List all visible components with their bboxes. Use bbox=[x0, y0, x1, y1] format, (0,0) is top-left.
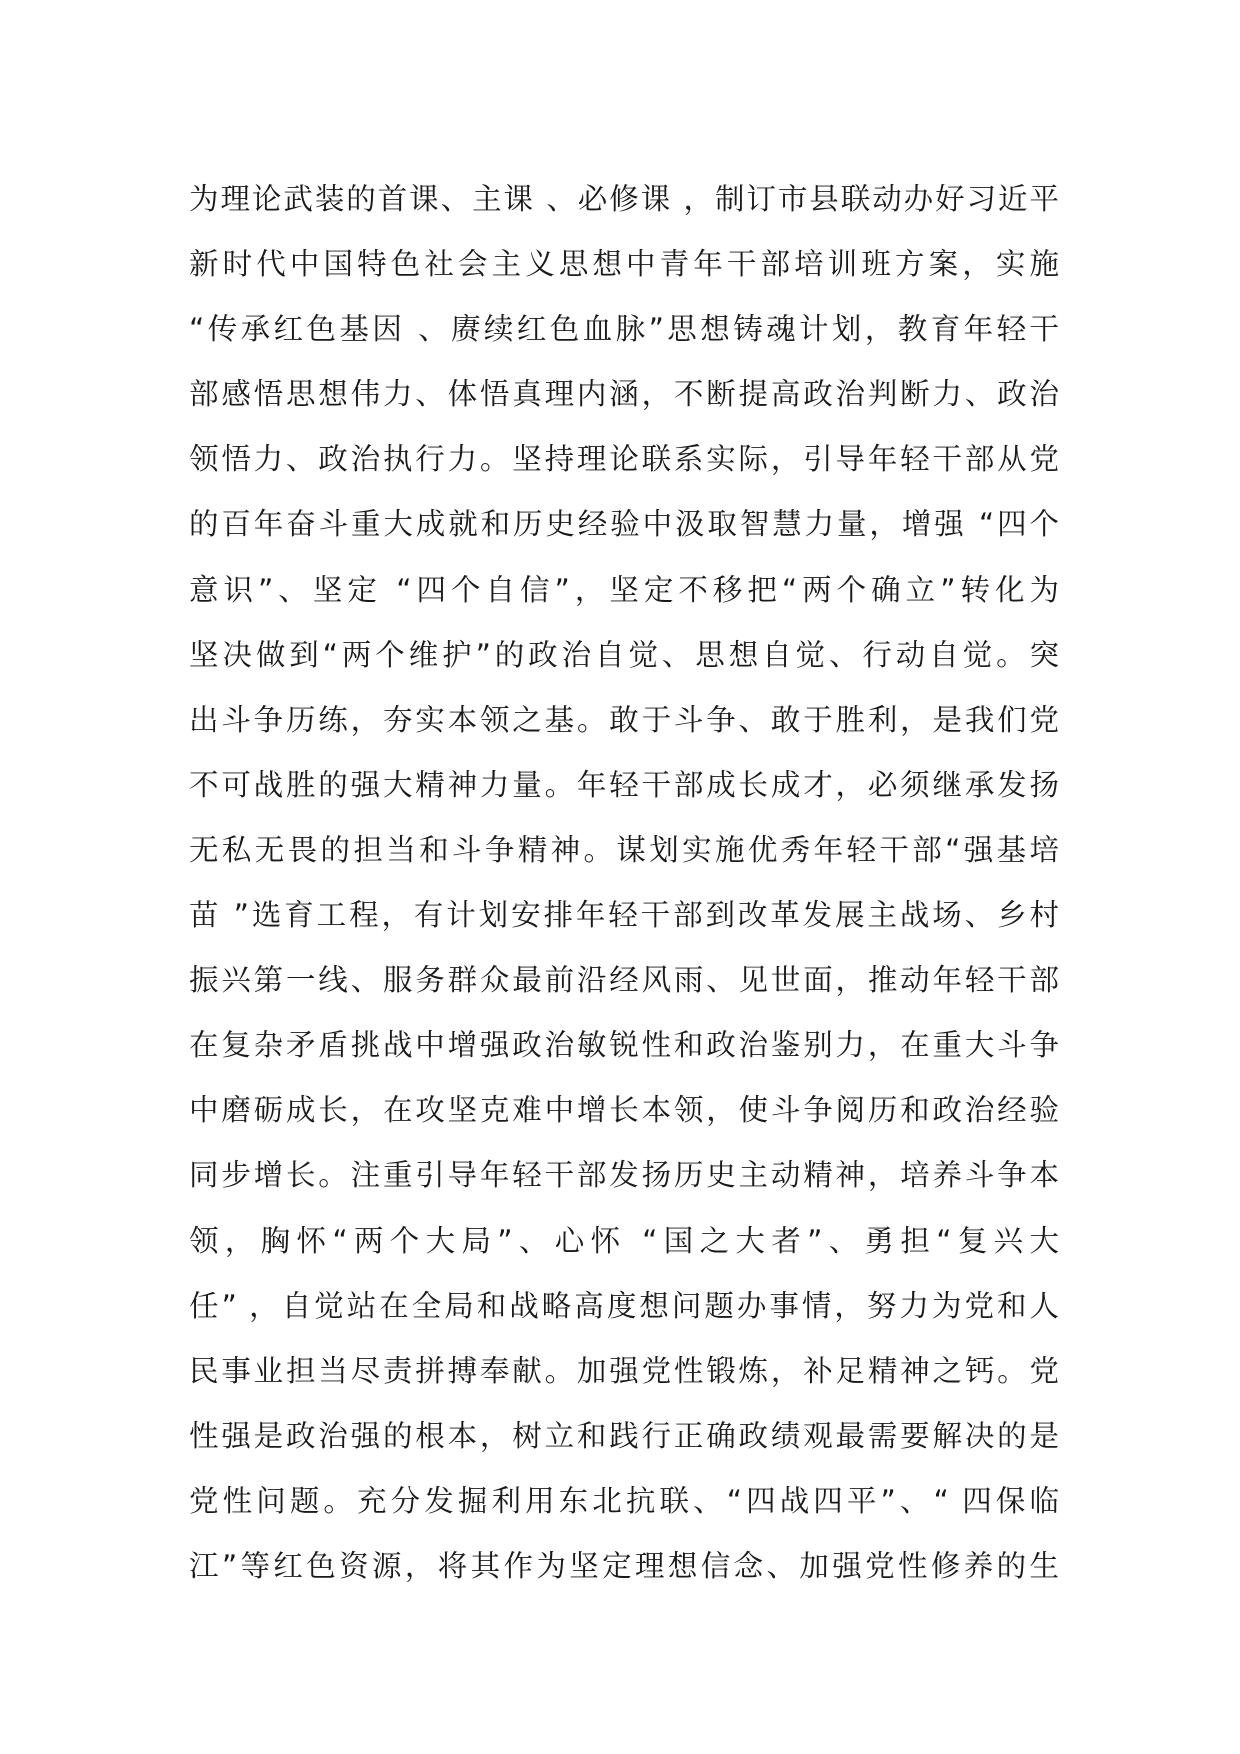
text-line: “传承红色基因 、赓续红色血脉”思想铸魂计划，教育年轻干 bbox=[189, 312, 1059, 347]
text-line: 的百年奋斗重大成就和历史经验中汲取智慧力量，增强 “四个 bbox=[189, 507, 1059, 542]
text-line: 性强是政治强的根本，树立和践行正确政绩观最需要解决的是 bbox=[189, 1418, 1059, 1453]
text-line: 为理论武装的首课、主课 、必修课 ，制订市县联动办好习近平 bbox=[189, 182, 1059, 216]
text-line: 苗 ”选育工程，有计划安排年轻干部到改革发展主战场、乡村 bbox=[189, 898, 1059, 933]
text-line: 新时代中国特色社会主义思想中青年干部培训班方案，实施 bbox=[189, 247, 1059, 282]
text-line: 任” ，自觉站在全局和战略高度想问题办事情，努力为党和人 bbox=[189, 1288, 1059, 1323]
text-line: 江”等红色资源，将其作为坚定理想信念、加强党性修养的生 bbox=[189, 1548, 1059, 1583]
text-line: 在复杂矛盾挑战中增强政治敏锐性和政治鉴别力，在重大斗争 bbox=[189, 1028, 1059, 1063]
text-line: 领，胸怀“两个大局”、心怀 “国之大者”、勇担“复兴大 bbox=[189, 1223, 1059, 1258]
text-line: 不可战胜的强大精神力量。年轻干部成长成才，必须继承发扬 bbox=[189, 767, 1059, 802]
text-line: 振兴第一线、服务群众最前沿经风雨、见世面，推动年轻干部 bbox=[189, 963, 1059, 998]
body-paragraph bbox=[189, 167, 1059, 1599]
text-line: 同步增长。注重引导年轻干部发扬历史主动精神，培养斗争本 bbox=[189, 1158, 1059, 1193]
text-line: 坚决做到“两个维护”的政治自觉、思想自觉、行动自觉。突 bbox=[189, 637, 1059, 672]
text-line: 领悟力、政治执行力。坚持理论联系实际，引导年轻干部从党 bbox=[189, 442, 1059, 477]
text-line: 意识”、坚定 “四个自信”，坚定不移把“两个确立”转化为 bbox=[189, 572, 1059, 607]
text-line: 无私无畏的担当和斗争精神。谋划实施优秀年轻干部“强基培 bbox=[189, 832, 1059, 867]
text-line: 党性问题。充分发掘利用东北抗联、“四战四平”、“ 四保临 bbox=[189, 1483, 1059, 1518]
text-line: 民事业担当尽责拼搏奉献。加强党性锻炼，补足精神之钙。党 bbox=[189, 1353, 1059, 1388]
text-line: 中磨砺成长，在攻坚克难中增长本领，使斗争阅历和政治经验 bbox=[189, 1093, 1059, 1128]
text-line: 出斗争历练，夯实本领之基。敢于斗争、敢于胜利，是我们党 bbox=[189, 702, 1059, 737]
text-line: 部感悟思想伟力、体悟真理内涵，不断提高政治判断力、政治 bbox=[189, 377, 1059, 412]
